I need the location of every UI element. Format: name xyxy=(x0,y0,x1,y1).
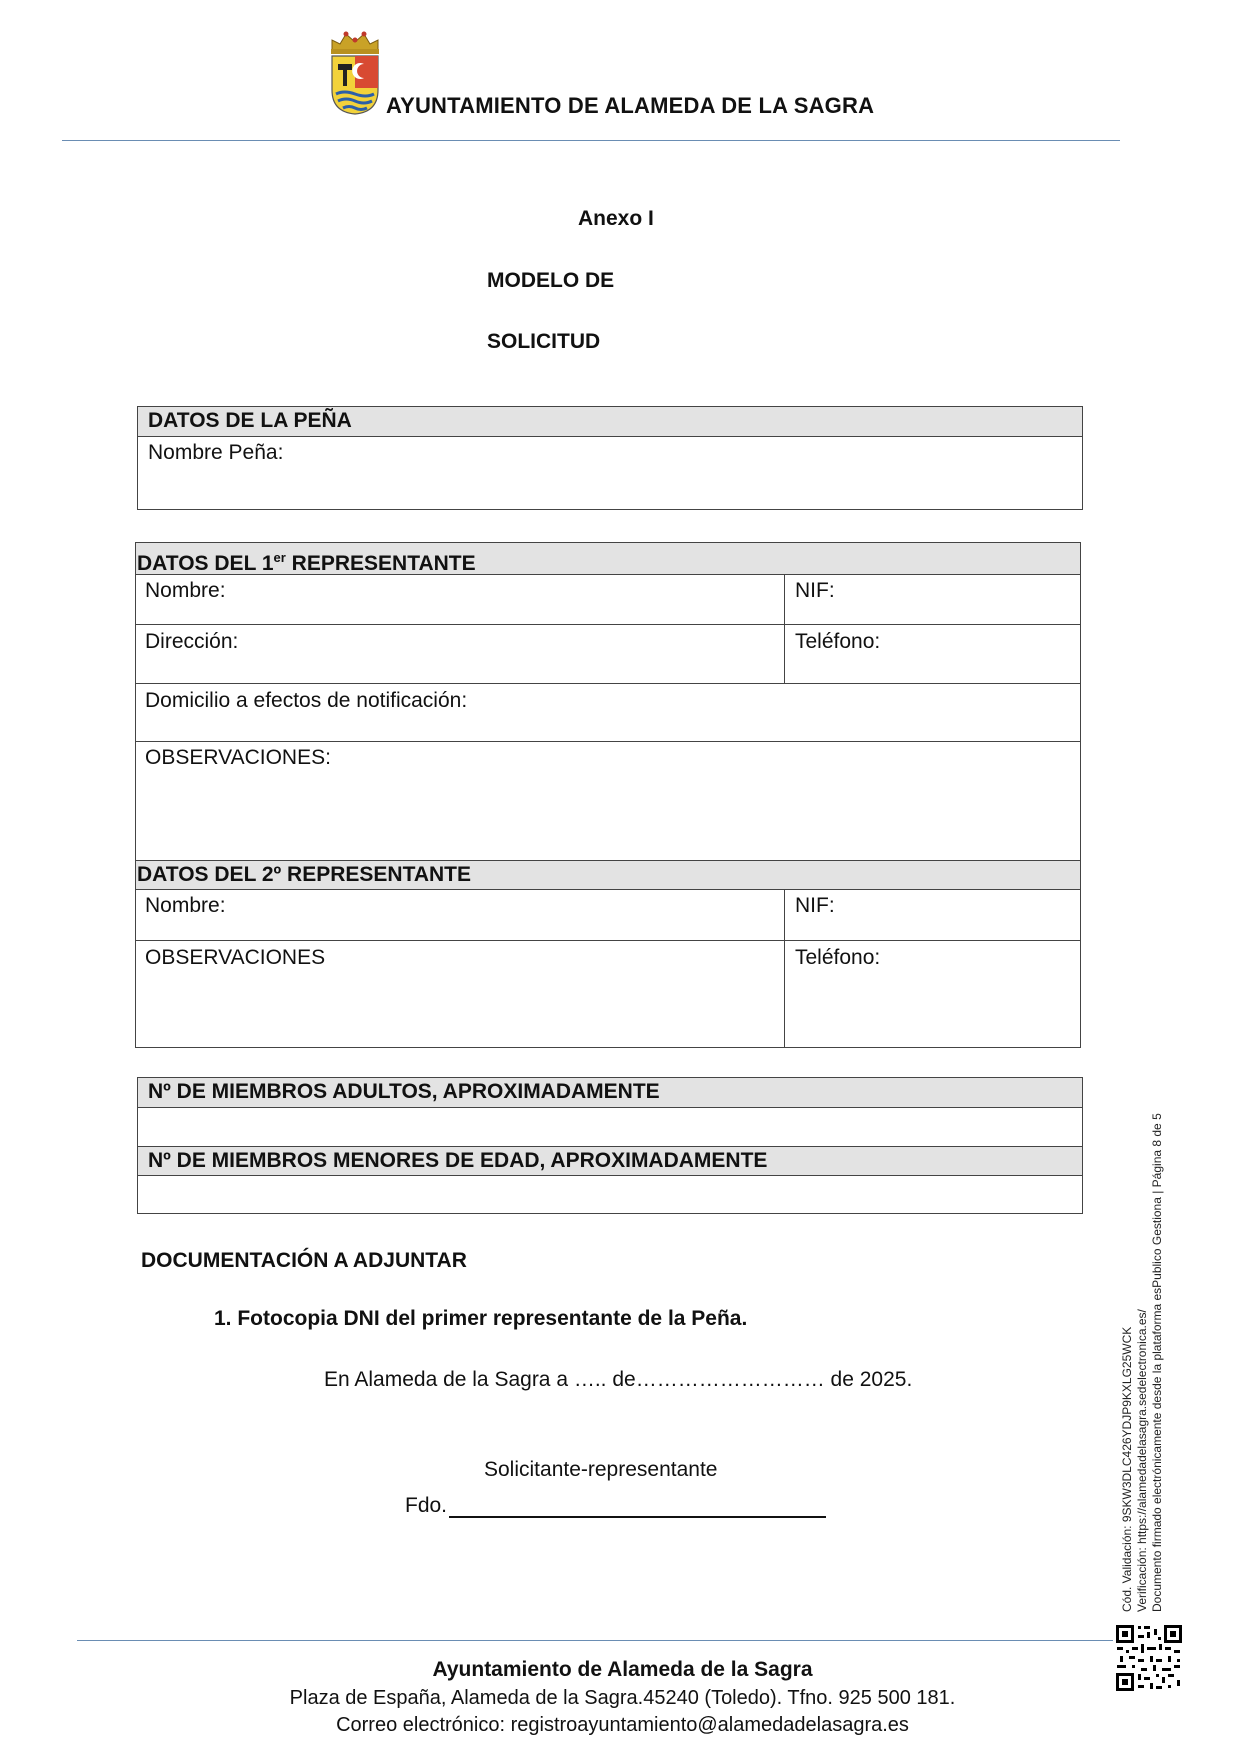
rep1-column-divider xyxy=(784,575,785,683)
documentation-title: DOCUMENTACIÓN A ADJUNTAR xyxy=(141,1249,467,1272)
rep2-observaciones-label: OBSERVACIONES xyxy=(145,946,326,969)
verification-url: Verificación: https://alamedadelasagra.sedelectronica.es/ xyxy=(1135,1309,1149,1612)
footer-email: Correo electrónico: registroayuntamiento@alamedadelasagra.es xyxy=(336,1714,909,1736)
footer-divider xyxy=(77,1640,1113,1641)
pena-name-label: Nombre Peña: xyxy=(148,441,284,464)
annex-title: Anexo I xyxy=(578,207,654,230)
rep1-direccion-label: Dirección: xyxy=(145,630,239,653)
members-table xyxy=(137,1077,1083,1214)
rep1-header-prefix: DATOS DEL 1 xyxy=(137,552,274,575)
rep1-telefono-label: Teléfono: xyxy=(795,630,881,653)
footer-org: Ayuntamiento de Alameda de la Sagra xyxy=(432,1658,813,1681)
rep2-column-divider xyxy=(784,890,785,1047)
rep1-header xyxy=(136,543,1080,575)
validation-code: Cód. Validación: 9SKW3DLC426YDJP9KXLG25WCK xyxy=(1120,1326,1134,1612)
model-title-line2: SOLICITUD xyxy=(487,330,601,353)
rep1-nif-label: NIF: xyxy=(795,579,835,602)
rep1-row-divider-1 xyxy=(136,624,1080,625)
rep2-row-divider xyxy=(136,940,1080,941)
model-title-line1: MODELO DE xyxy=(487,269,615,292)
signature-fdo-label: Fdo. xyxy=(405,1494,448,1517)
representatives-table xyxy=(135,542,1081,1048)
rep2-telefono-label: Teléfono: xyxy=(795,946,881,969)
rep1-row-divider-3 xyxy=(136,741,1080,742)
rep1-observaciones-label: OBSERVACIONES: xyxy=(145,746,331,769)
rep1-nombre-label: Nombre: xyxy=(145,579,226,602)
rep1-row-divider-2 xyxy=(136,683,1080,684)
signer-role: Solicitante-representante xyxy=(484,1458,718,1481)
rep2-nif-label: NIF: xyxy=(795,894,835,917)
place-date-line: En Alameda de la Sagra a ….. de……………………… de 2025. xyxy=(324,1368,913,1391)
pena-header: DATOS DE LA PEÑA xyxy=(138,407,1082,437)
rep2-header: DATOS DEL 2º REPRESENTANTE xyxy=(136,860,1080,890)
rep2-nombre-label: Nombre: xyxy=(145,894,226,917)
members-adults-header: Nº DE MIEMBROS ADULTOS, APROXIMADAMENTE xyxy=(138,1078,1082,1108)
rep1-header-sup: er xyxy=(273,550,286,565)
validation-side-note xyxy=(1120,1113,1165,1612)
signature-platform-note: Documento firmado electrónicamente desde la plataforma esPublico Gestiona | Página 8 de 5 xyxy=(1150,1113,1164,1612)
footer-address: Plaza de España, Alameda de la Sagra.45240 (Toledo). Tfno. 925 500 181. xyxy=(289,1687,956,1709)
header-title: AYUNTAMIENTO DE ALAMEDA DE LA SAGRA xyxy=(386,93,875,118)
pena-table xyxy=(137,406,1083,510)
signature-line xyxy=(449,1516,826,1518)
documentation-item-1: 1. Fotocopia DNI del primer representante de la Peña. xyxy=(214,1307,748,1330)
rep1-domicilio-label: Domicilio a efectos de notificación: xyxy=(145,689,468,712)
coat-of-arms-logo xyxy=(326,28,384,116)
rep1-header-suffix: REPRESENTANTE xyxy=(285,552,476,575)
members-minors-header: Nº DE MIEMBROS MENORES DE EDAD, APROXIMADAMENTE xyxy=(138,1146,1082,1176)
header-divider xyxy=(62,140,1120,141)
